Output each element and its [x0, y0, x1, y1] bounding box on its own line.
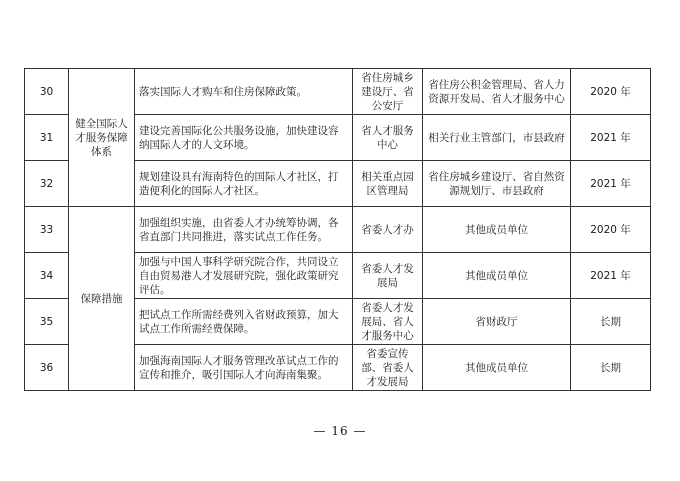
- lead-unit-cell: 相关重点园区管理局: [353, 161, 423, 207]
- row-number: 34: [25, 253, 69, 299]
- task-cell: 建设完善国际化公共服务设施，加快建设容纳国际人才的人文环境。: [135, 115, 353, 161]
- task-cell: 规划建设具有海南特色的国际人才社区，打造便利化的国际人才社区。: [135, 161, 353, 207]
- table-row: [25, 207, 651, 253]
- time-cell: 2021 年: [571, 253, 651, 299]
- task-table: [24, 68, 651, 391]
- lead-unit-cell: 省委宣传部、省委人才发展局: [353, 345, 423, 391]
- row-number: 31: [25, 115, 69, 161]
- time-cell: 2020 年: [571, 207, 651, 253]
- assist-unit-cell: 其他成员单位: [423, 253, 571, 299]
- page-number: — 16 —: [313, 424, 367, 438]
- assist-unit-cell: 省财政厅: [423, 299, 571, 345]
- category-cell: 保障措施: [69, 207, 135, 391]
- assist-unit-cell: 省住房公积金管理局、省人力资源开发局、省人才服务中心: [423, 69, 571, 115]
- time-cell: 2021 年: [571, 115, 651, 161]
- lead-unit-cell: 省委人才发展局、省人才服务中心: [353, 299, 423, 345]
- row-number: 30: [25, 69, 69, 115]
- lead-unit-cell: 省住房城乡建设厅、省公安厅: [353, 69, 423, 115]
- time-cell: 长期: [571, 299, 651, 345]
- table-row: [25, 69, 651, 115]
- time-cell: 长期: [571, 345, 651, 391]
- assist-unit-cell: 其他成员单位: [423, 207, 571, 253]
- assist-unit-cell: 相关行业主管部门，市县政府: [423, 115, 571, 161]
- category-cell: 健全国际人才服务保障体系: [69, 69, 135, 207]
- task-cell: 加强组织实施，由省委人才办统筹协调，各省直部门共同推进，落实试点工作任务。: [135, 207, 353, 253]
- row-number: 36: [25, 345, 69, 391]
- lead-unit-cell: 省委人才发展局: [353, 253, 423, 299]
- time-cell: 2021 年: [571, 161, 651, 207]
- time-cell: 2020 年: [571, 69, 651, 115]
- task-cell: 落实国际人才购车和住房保障政策。: [135, 69, 353, 115]
- row-number: 35: [25, 299, 69, 345]
- row-number: 32: [25, 161, 69, 207]
- lead-unit-cell: 省委人才办: [353, 207, 423, 253]
- assist-unit-cell: 其他成员单位: [423, 345, 571, 391]
- row-number: 33: [25, 207, 69, 253]
- task-cell: 加强海南国际人才服务管理改革试点工作的宣传和推介，吸引国际人才向海南集聚。: [135, 345, 353, 391]
- lead-unit-cell: 省人才服务中心: [353, 115, 423, 161]
- task-cell: 加强与中国人事科学研究院合作，共同设立自由贸易港人才发展研究院，强化政策研究评估。: [135, 253, 353, 299]
- assist-unit-cell: 省住房城乡建设厅、省自然资源规划厅、市县政府: [423, 161, 571, 207]
- task-cell: 把试点工作所需经费列入省财政预算，加大试点工作所需经费保障。: [135, 299, 353, 345]
